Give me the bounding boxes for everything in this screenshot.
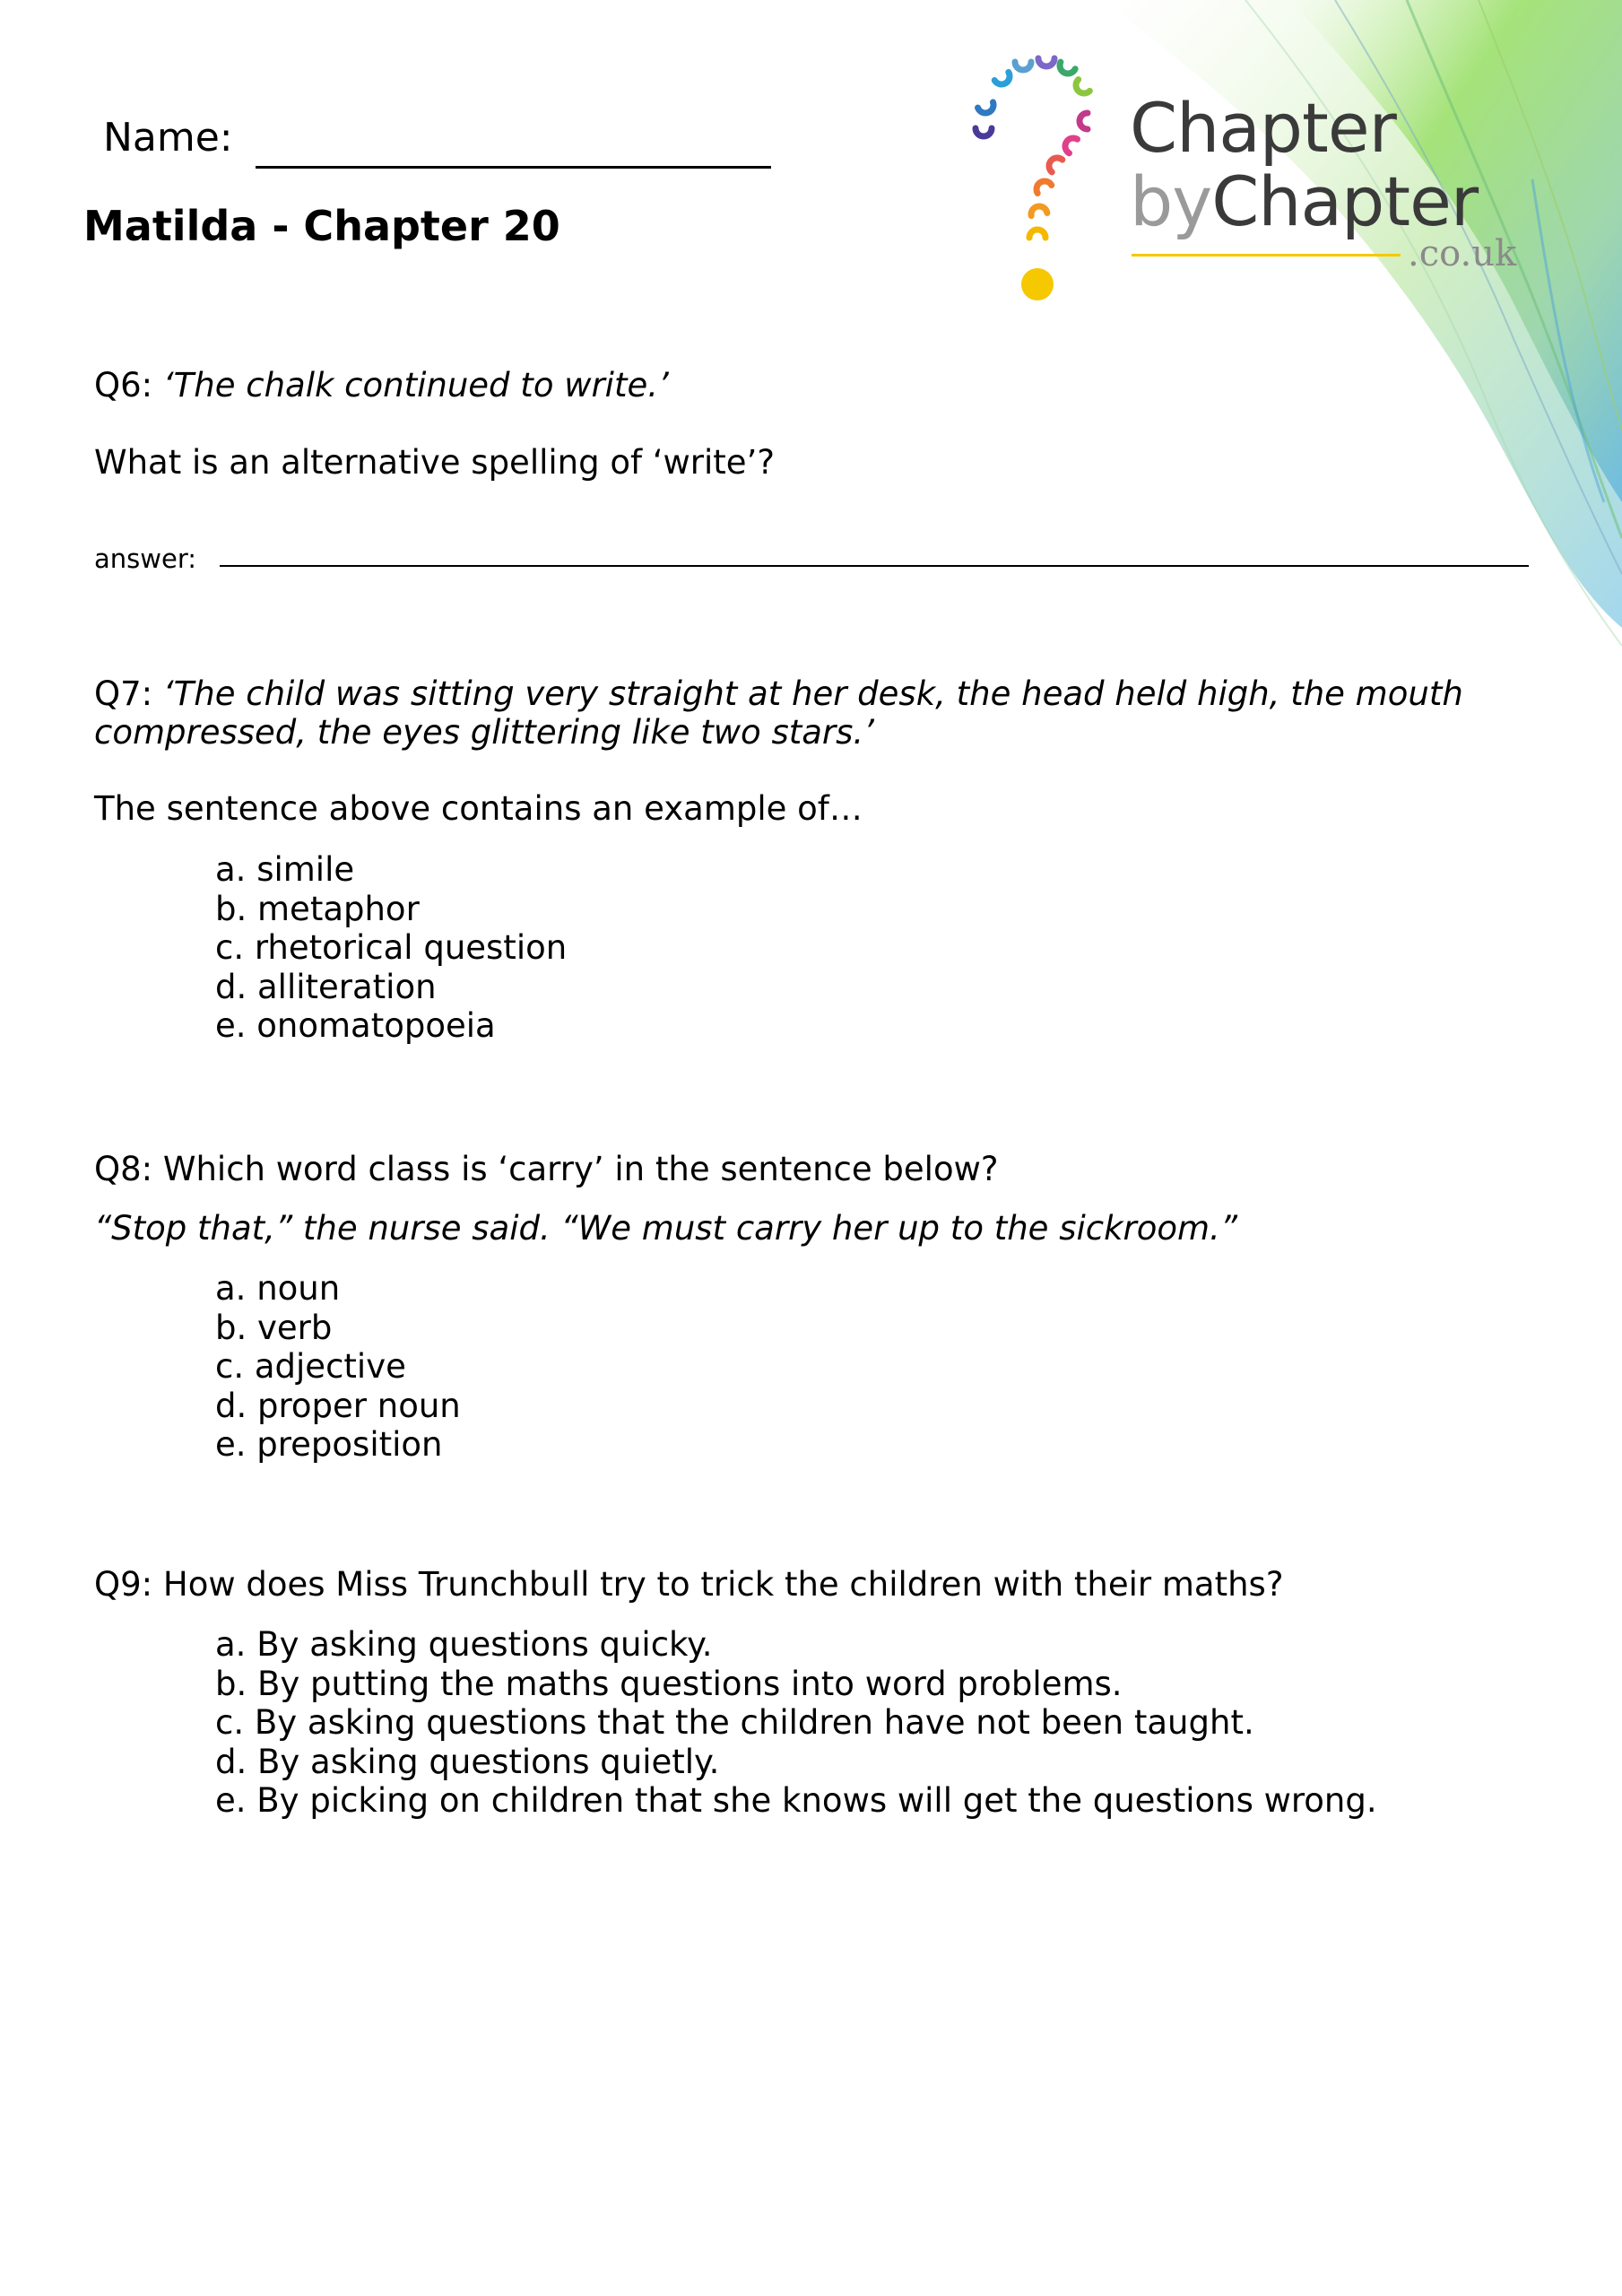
name-write-line[interactable] (256, 166, 771, 169)
q9-prompt: Q9: How does Miss Trunchbull try to trick the children with their maths? (94, 1565, 1284, 1604)
q9-option-a[interactable]: a. By asking questions quicky. (215, 1625, 713, 1664)
q8-option-a[interactable]: a. noun (215, 1269, 341, 1308)
worksheet-title: Matilda - Chapter 20 (83, 202, 560, 250)
q6-prompt: What is an alternative spelling of ‘write’? (94, 443, 775, 482)
q6-answer-label: answer: (94, 544, 197, 574)
q7-option-b[interactable]: b. metaphor (215, 889, 420, 928)
q7-options (215, 850, 567, 1046)
logo-suffix: .co.uk (1408, 233, 1517, 274)
q7-option-c[interactable]: c. rhetorical question (215, 928, 568, 967)
q8-option-e[interactable]: e. preposition (215, 1425, 443, 1464)
q8-prompt: Q8: Which word class is ‘carry’ in the sentence below? (94, 1150, 999, 1188)
q9-option-b[interactable]: b. By putting the maths questions into word problems. (215, 1664, 1123, 1703)
q7-prompt: The sentence above contains an example of… (94, 789, 863, 828)
q8-option-c[interactable]: c. adjective (215, 1347, 406, 1386)
q7-option-e[interactable]: e. onomatopoeia (215, 1006, 496, 1045)
logo-word-chapter-2: Chapter (1211, 161, 1479, 241)
logo-underline (1132, 254, 1401, 257)
q9-option-e[interactable]: e. By picking on children that she knows will get the questions wrong. (215, 1781, 1377, 1820)
q7-option-d[interactable]: d. alliteration (215, 967, 437, 1006)
q6-quote-line (94, 366, 669, 404)
q9-option-c[interactable]: c. By asking questions that the children have not been taught. (215, 1703, 1254, 1742)
q7-number: Q7: (94, 674, 153, 713)
logo-word-by: by (1130, 161, 1212, 241)
q8-option-d[interactable]: d. proper noun (215, 1386, 461, 1425)
q6-answer-line[interactable] (220, 565, 1529, 567)
q8-option-b[interactable]: b. verb (215, 1308, 333, 1347)
q7-quote-block (94, 674, 1493, 752)
name-label: Name: (103, 115, 233, 161)
q8-quote: “Stop that,” the nurse said. “We must carry her up to the sickroom.” (94, 1209, 1237, 1248)
q8-options (215, 1269, 461, 1465)
q6-number: Q6: (94, 366, 153, 404)
q7-quote: ‘The child was sitting very straight at her desk, the head held high, the mouth compressed, the eyes glittering like two stars.’ (94, 674, 1463, 752)
q7-option-a[interactable]: a. simile (215, 850, 355, 889)
logo-word-chapter: Chapter (1130, 88, 1396, 168)
logo-word-bychapter (1130, 161, 1479, 241)
question-mark-books-icon (959, 49, 1121, 309)
q6-quote: ‘The chalk continued to write.’ (162, 366, 669, 404)
chapter-by-chapter-logo (959, 49, 1551, 318)
q9-options (215, 1625, 1377, 1821)
q9-option-d[interactable]: d. By asking questions quietly. (215, 1742, 720, 1781)
